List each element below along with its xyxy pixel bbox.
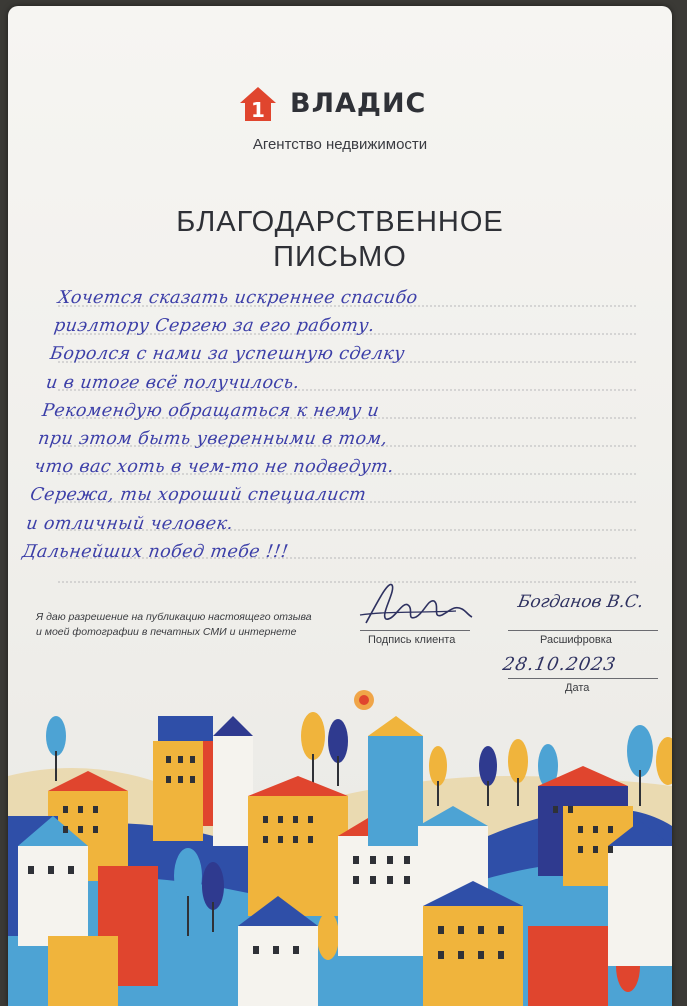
body-line-4: и в итоге всё получилось.	[44, 372, 302, 393]
date-value: 28.10.2023	[501, 654, 618, 675]
letter-sheet	[8, 6, 672, 1006]
consent-text	[36, 610, 336, 640]
body-line-9: и отличный человек.	[24, 513, 235, 534]
consent-line-2: и моей фотографии в печатных СМИ и интернете	[36, 626, 297, 638]
body-line-2: риэлтору Сергею за его работу.	[52, 316, 377, 337]
body-line-3: Боролся с нами за успешную сделку	[48, 344, 406, 365]
brand-logo	[238, 84, 468, 124]
brand-name: ВЛАДИС	[290, 88, 427, 119]
signature-label: Подпись клиента	[368, 634, 456, 646]
house-logo-icon	[238, 84, 278, 124]
letter-title-line1: БЛАГОДАРСТВЕННОЕ	[176, 206, 504, 238]
handwritten-body	[20, 284, 640, 566]
signature-line	[360, 630, 470, 631]
city-illustration	[8, 696, 672, 1006]
date-label: Дата	[565, 682, 590, 694]
body-line-1: Хочется сказать искреннее спасибо	[56, 288, 419, 308]
decoding-value: Богданов В.С.	[516, 592, 646, 612]
body-line-7: что вас хоть в чем-то не подведут.	[32, 457, 396, 478]
decoding-label: Расшифровка	[540, 634, 612, 646]
body-line-10: Дальнейших побед тебе !!!	[20, 541, 290, 562]
body-line-8: Сережа, ты хороший специалист	[28, 485, 368, 506]
logo-digit: 1	[251, 98, 265, 122]
decoding-line	[508, 630, 658, 631]
body-line-5: Рекомендую обращаться к нему и	[40, 400, 381, 421]
client-signature	[358, 571, 478, 631]
brand-tagline: Агентство недвижимости	[252, 136, 428, 153]
body-line-6: при этом быть уверенными в том,	[36, 429, 389, 450]
date-line	[508, 678, 658, 679]
consent-line-1: Я даю разрешение на публикацию настоящего отзыва	[36, 611, 312, 623]
letter-title-line2: ПИСЬМО	[273, 241, 407, 273]
